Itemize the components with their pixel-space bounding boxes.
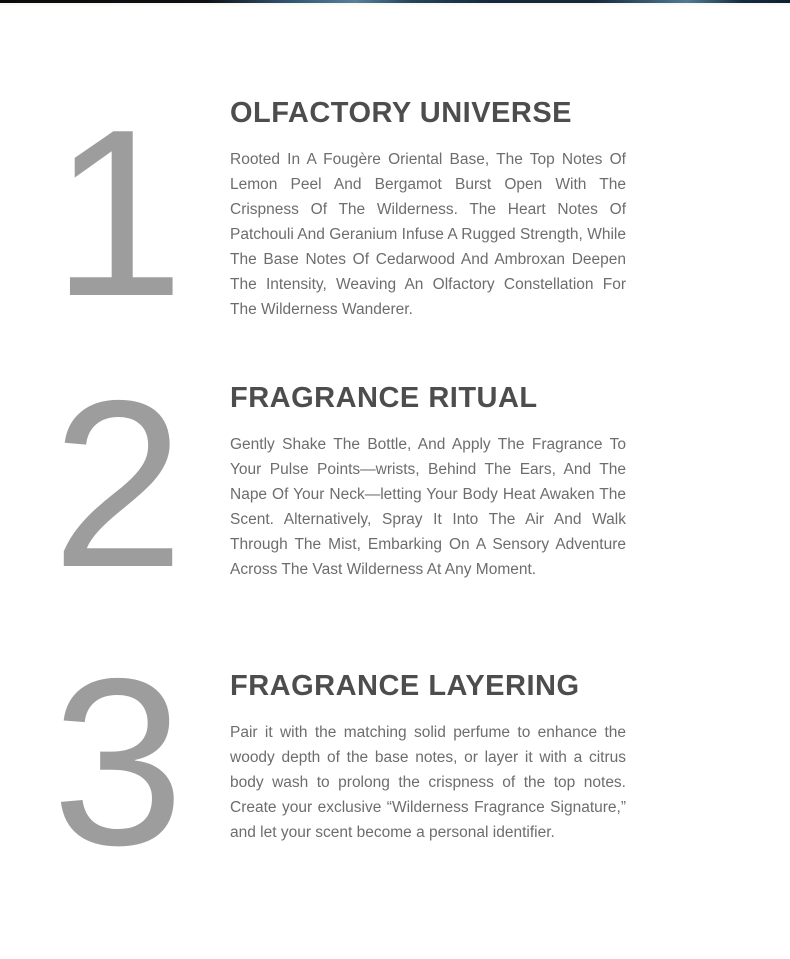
section-number-column: [0, 81, 230, 346]
section-body: Rooted In A Fougère Oriental Base, The Top Notes Of Lemon Peel And Bergamot Burst Open With The Crispness Of The Wilderness. The Heart Notes Of Patchouli And Geranium Infuse A Rugged Strength, While The Base Notes Of Cedarwood And Ambroxan Deepen The Intensity, Weaving An Olfactory Constellation For The Wilderness Wanderer.: [230, 151, 626, 318]
feature-sections: [0, 7, 790, 895]
section-title: OLFACTORY UNIVERSE: [230, 97, 573, 129]
section-title: FRAGRANCE RITUAL: [230, 382, 538, 414]
section-body: Gently Shake The Bottle, And Apply The Fragrance To Your Pulse Points—wrists, Behind The Ears, And The Nape Of Your Neck—letting Your Body Heat Awaken The Scent. Alternatively, Spray It Into The Air And Walk Through The Mist, Embarking On A Sensory Adventure Across The Vast Wilderness At Any Moment.: [230, 436, 626, 578]
section-title: FRAGRANCE LAYERING: [230, 670, 580, 702]
section-number: 2: [51, 352, 179, 617]
section-number-column: [0, 630, 230, 895]
section-content: [230, 670, 626, 845]
top-accent-fade: [0, 3, 790, 7]
section-number-column: [0, 352, 230, 617]
section-content: [230, 97, 626, 322]
section-fragrance-layering: [0, 630, 790, 895]
section-fragrance-ritual: [0, 352, 790, 617]
section-content: [230, 382, 626, 582]
section-number: 1: [51, 81, 179, 346]
section-olfactory-universe: [0, 81, 790, 346]
section-number: 3: [51, 630, 179, 895]
section-body: Pair it with the matching solid perfume to enhance the woody depth of the base notes, or layer it with a citrus body wash to prolong the crispness of the top notes. Create your exclusive “Wilderness Fragrance Signature,” and let your scent become a personal identifier.: [230, 724, 626, 841]
